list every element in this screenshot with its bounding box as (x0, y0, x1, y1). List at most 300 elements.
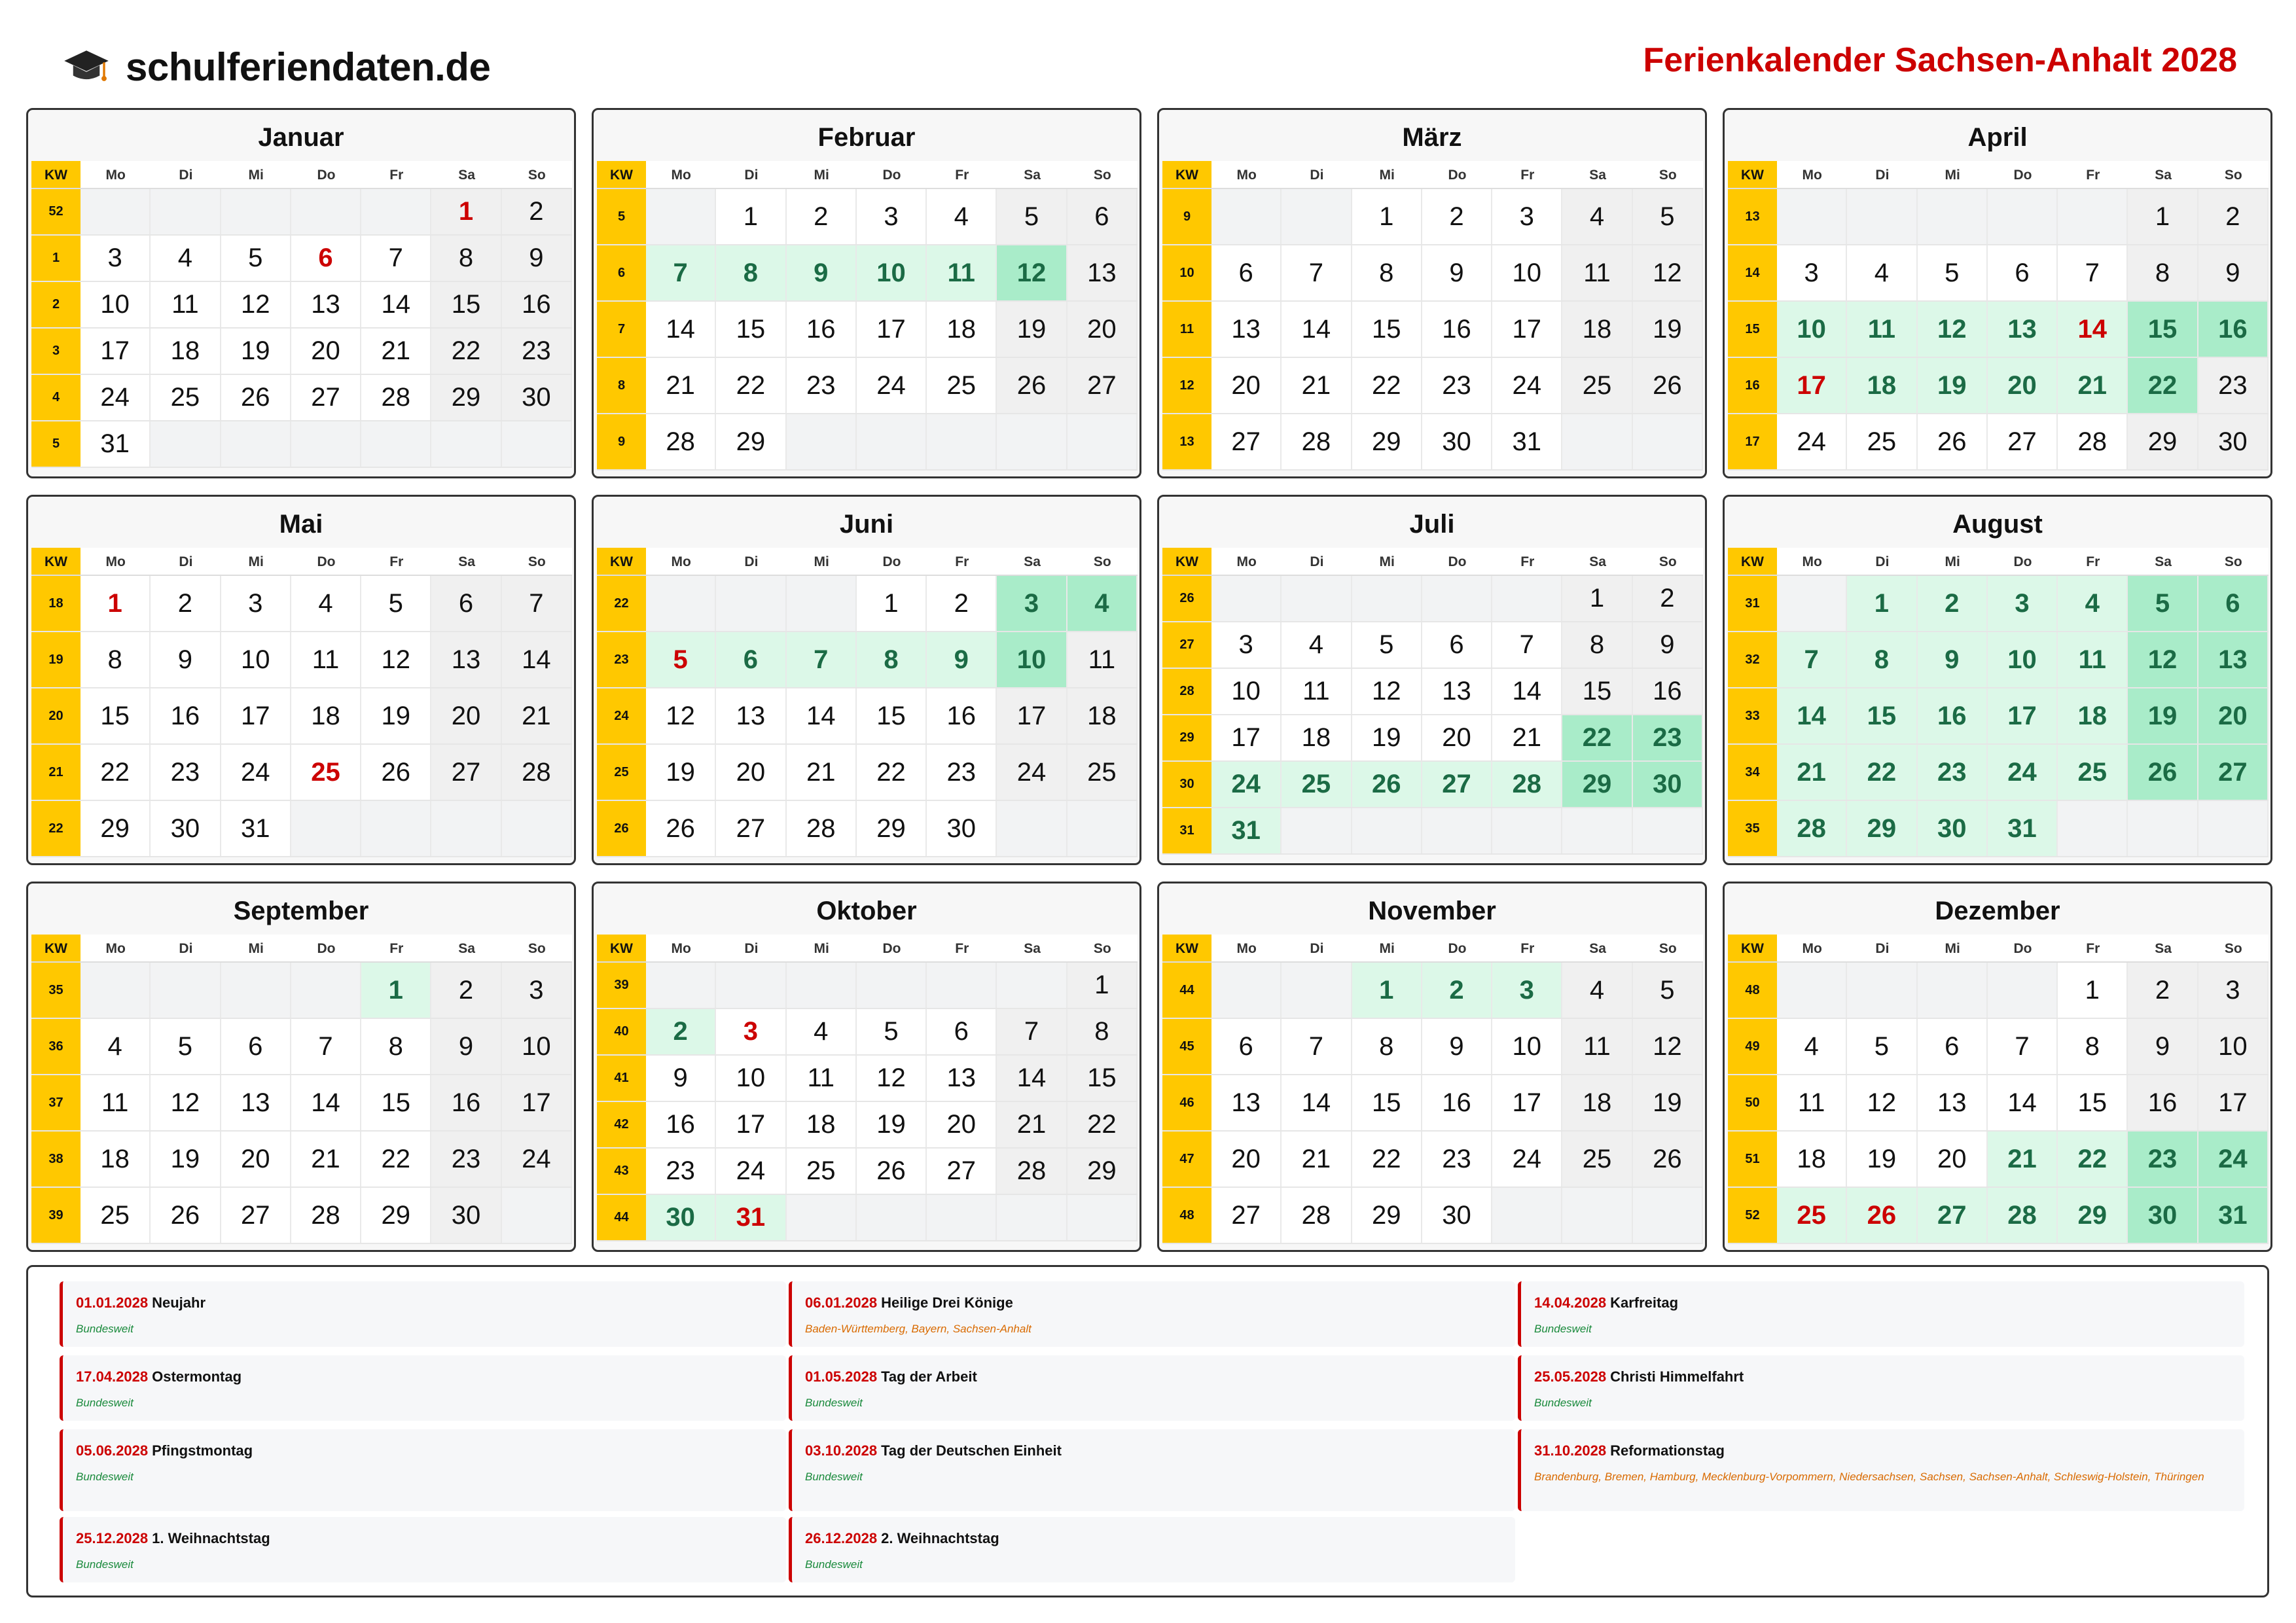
day-cell[interactable]: 14 (1282, 302, 1352, 357)
day-cell[interactable]: 8 (1067, 1009, 1138, 1054)
vacation-day-cell[interactable]: 22 (1847, 745, 1917, 800)
day-cell[interactable]: 14 (1492, 669, 1562, 714)
day-cell[interactable]: 15 (361, 1075, 431, 1130)
day-cell[interactable]: 17 (857, 302, 927, 357)
day-cell[interactable]: 26 (151, 1188, 221, 1243)
day-cell[interactable]: 26 (1633, 1132, 1703, 1186)
vacation-day-cell[interactable]: 23 (1633, 715, 1703, 760)
day-cell[interactable]: 24 (221, 745, 291, 800)
day-cell[interactable]: 26 (1918, 414, 1988, 469)
day-cell[interactable]: 13 (1067, 245, 1138, 300)
day-cell[interactable]: 19 (151, 1132, 221, 1186)
day-cell[interactable]: 12 (646, 688, 716, 743)
vacation-day-cell[interactable]: 9 (927, 632, 997, 687)
day-cell[interactable]: 5 (857, 1009, 927, 1054)
vacation-day-cell[interactable]: 26 (2128, 745, 2198, 800)
vacation-day-cell[interactable]: 29 (1562, 762, 1632, 807)
site-name[interactable]: schulferiendaten.de (126, 45, 491, 89)
day-cell[interactable]: 18 (81, 1132, 151, 1186)
day-cell[interactable]: 28 (1282, 414, 1352, 469)
day-cell[interactable]: 15 (1562, 669, 1632, 714)
day-cell[interactable]: 19 (361, 688, 431, 743)
day-cell[interactable]: 16 (927, 688, 997, 743)
day-cell[interactable]: 13 (927, 1056, 997, 1101)
day-cell[interactable]: 17 (997, 688, 1067, 743)
day-cell[interactable]: 20 (1211, 358, 1282, 413)
day-cell[interactable]: 10 (81, 282, 151, 327)
day-cell[interactable]: 29 (431, 375, 501, 420)
day-cell[interactable]: 15 (857, 688, 927, 743)
day-cell[interactable]: 18 (927, 302, 997, 357)
day-cell[interactable]: 2 (927, 576, 997, 631)
vacation-day-cell[interactable]: 3 (997, 576, 1067, 631)
day-cell[interactable]: 14 (361, 282, 431, 327)
vacation-day-cell[interactable]: 21 (1988, 1132, 2058, 1186)
day-cell[interactable]: 26 (857, 1149, 927, 1194)
day-cell[interactable]: 7 (1492, 622, 1562, 668)
vacation-day-cell[interactable]: 31 (2198, 1188, 2269, 1243)
day-cell[interactable]: 4 (151, 236, 221, 281)
vacation-day-cell[interactable]: 20 (2198, 688, 2269, 743)
vacation-day-cell[interactable]: 4 (2058, 576, 2128, 631)
day-cell[interactable]: 20 (1211, 1132, 1282, 1186)
day-cell[interactable]: 3 (1777, 245, 1847, 300)
vacation-day-cell[interactable]: 10 (1988, 632, 2058, 687)
day-cell[interactable]: 5 (1352, 622, 1422, 668)
day-cell[interactable]: 12 (151, 1075, 221, 1130)
day-cell[interactable]: 15 (716, 302, 786, 357)
day-cell[interactable]: 9 (2128, 1019, 2198, 1074)
day-cell[interactable]: 5 (151, 1019, 221, 1074)
day-cell[interactable]: 27 (1988, 414, 2058, 469)
day-cell[interactable]: 5 (1918, 245, 1988, 300)
day-cell[interactable]: 24 (1492, 1132, 1562, 1186)
day-cell[interactable]: 13 (1422, 669, 1492, 714)
vacation-day-cell[interactable]: 14 (1777, 688, 1847, 743)
day-cell[interactable]: 28 (1282, 1188, 1352, 1243)
vacation-day-cell[interactable]: 31 (1988, 801, 2058, 856)
day-cell[interactable]: 13 (1211, 1075, 1282, 1130)
vacation-day-cell[interactable]: 28 (1777, 801, 1847, 856)
day-cell[interactable]: 23 (1422, 1132, 1492, 1186)
day-cell[interactable]: 28 (997, 1149, 1067, 1194)
day-cell[interactable]: 10 (1492, 245, 1562, 300)
vacation-day-cell[interactable]: 11 (2058, 632, 2128, 687)
vacation-day-cell[interactable]: 24 (2198, 1132, 2269, 1186)
day-cell[interactable]: 8 (431, 236, 501, 281)
day-cell[interactable]: 23 (431, 1132, 501, 1186)
day-cell[interactable]: 22 (1067, 1102, 1138, 1147)
vacation-day-cell[interactable]: 22 (1562, 715, 1632, 760)
vacation-day-cell[interactable]: 17 (1988, 688, 2058, 743)
day-cell[interactable]: 17 (1492, 302, 1562, 357)
day-cell[interactable]: 29 (1067, 1149, 1138, 1194)
day-cell[interactable]: 21 (291, 1132, 361, 1186)
vacation-day-cell[interactable]: 21 (2058, 358, 2128, 413)
day-cell[interactable]: 8 (1352, 1019, 1422, 1074)
day-cell[interactable]: 23 (787, 358, 857, 413)
vacation-day-cell[interactable]: 3 (1988, 576, 2058, 631)
day-cell[interactable]: 7 (1988, 1019, 2058, 1074)
day-cell[interactable]: 8 (2128, 245, 2198, 300)
vacation-day-cell[interactable]: 30 (2128, 1188, 2198, 1243)
day-cell[interactable]: 12 (221, 282, 291, 327)
vacation-day-cell[interactable]: 6 (2198, 576, 2269, 631)
day-cell[interactable]: 22 (431, 329, 501, 374)
day-cell[interactable]: 27 (1211, 1188, 1282, 1243)
day-cell[interactable]: 5 (1633, 963, 1703, 1018)
day-cell[interactable]: 9 (431, 1019, 501, 1074)
day-cell[interactable]: 4 (1777, 1019, 1847, 1074)
vacation-day-cell[interactable]: 24 (1988, 745, 2058, 800)
day-cell[interactable]: 13 (291, 282, 361, 327)
vacation-day-cell[interactable]: 16 (2198, 302, 2269, 357)
day-cell[interactable]: 4 (1282, 622, 1352, 668)
day-cell[interactable]: 7 (361, 236, 431, 281)
day-cell[interactable]: 28 (787, 801, 857, 856)
day-cell[interactable]: 23 (151, 745, 221, 800)
day-cell[interactable]: 16 (502, 282, 572, 327)
day-cell[interactable]: 13 (431, 632, 501, 687)
day-cell[interactable]: 16 (646, 1102, 716, 1147)
day-cell[interactable]: 16 (787, 302, 857, 357)
vacation-day-cell[interactable]: 21 (1777, 745, 1847, 800)
day-cell[interactable]: 6 (1211, 245, 1282, 300)
day-cell[interactable]: 2 (431, 963, 501, 1018)
day-cell[interactable]: 11 (1067, 632, 1138, 687)
day-cell[interactable]: 11 (787, 1056, 857, 1101)
day-cell[interactable]: 18 (1777, 1132, 1847, 1186)
day-cell[interactable]: 19 (857, 1102, 927, 1147)
vacation-day-cell[interactable]: 19 (1918, 358, 1988, 413)
vacation-day-cell[interactable]: 6 (716, 632, 786, 687)
vacation-day-cell[interactable]: 4 (1067, 576, 1138, 631)
vacation-day-cell[interactable]: 18 (2058, 688, 2128, 743)
day-cell[interactable]: 14 (787, 688, 857, 743)
day-cell[interactable]: 20 (1422, 715, 1492, 760)
day-cell[interactable]: 22 (81, 745, 151, 800)
day-cell[interactable]: 27 (431, 745, 501, 800)
vacation-day-cell[interactable]: 2 (646, 1009, 716, 1054)
day-cell[interactable]: 19 (1633, 302, 1703, 357)
day-cell[interactable]: 24 (1492, 358, 1562, 413)
day-cell[interactable]: 16 (151, 688, 221, 743)
day-cell[interactable]: 4 (1847, 245, 1917, 300)
vacation-day-cell[interactable]: 12 (1918, 302, 1988, 357)
day-cell[interactable]: 14 (291, 1075, 361, 1130)
day-cell[interactable]: 10 (1211, 669, 1282, 714)
vacation-day-cell[interactable]: 7 (646, 245, 716, 300)
day-cell[interactable]: 12 (1847, 1075, 1917, 1130)
day-cell[interactable]: 3 (1211, 622, 1282, 668)
day-cell[interactable]: 17 (1211, 715, 1282, 760)
day-cell[interactable]: 7 (502, 576, 572, 631)
vacation-day-cell[interactable]: 26 (1847, 1188, 1917, 1243)
day-cell[interactable]: 7 (2058, 245, 2128, 300)
day-cell[interactable]: 28 (2058, 414, 2128, 469)
day-cell[interactable]: 16 (1422, 1075, 1492, 1130)
day-cell[interactable]: 3 (81, 236, 151, 281)
vacation-day-cell[interactable]: 29 (2058, 1188, 2128, 1243)
day-cell[interactable]: 13 (1211, 302, 1282, 357)
day-cell[interactable]: 24 (502, 1132, 572, 1186)
day-cell[interactable]: 10 (1492, 1019, 1562, 1074)
day-cell[interactable]: 24 (81, 375, 151, 420)
day-cell[interactable]: 17 (502, 1075, 572, 1130)
vacation-day-cell[interactable]: 7 (1777, 632, 1847, 687)
day-cell[interactable]: 15 (431, 282, 501, 327)
day-cell[interactable]: 14 (646, 302, 716, 357)
day-cell[interactable]: 25 (787, 1149, 857, 1194)
day-cell[interactable]: 29 (1352, 414, 1422, 469)
vacation-day-cell[interactable]: 31 (716, 1195, 786, 1240)
day-cell[interactable]: 23 (502, 329, 572, 374)
day-cell[interactable]: 6 (1918, 1019, 1988, 1074)
day-cell[interactable]: 20 (431, 688, 501, 743)
day-cell[interactable]: 5 (1633, 189, 1703, 244)
vacation-day-cell[interactable]: 16 (1918, 688, 1988, 743)
day-cell[interactable]: 3 (502, 963, 572, 1018)
day-cell[interactable]: 16 (1422, 302, 1492, 357)
vacation-day-cell[interactable]: 30 (646, 1195, 716, 1240)
day-cell[interactable]: 28 (291, 1188, 361, 1243)
day-cell[interactable]: 6 (431, 576, 501, 631)
vacation-day-cell[interactable]: 27 (2198, 745, 2269, 800)
day-cell[interactable]: 25 (1847, 414, 1917, 469)
vacation-day-cell[interactable]: 25 (1777, 1188, 1847, 1243)
vacation-day-cell[interactable]: 25 (1282, 762, 1352, 807)
day-cell[interactable]: 9 (151, 632, 221, 687)
day-cell[interactable]: 12 (1633, 245, 1703, 300)
day-cell[interactable]: 21 (997, 1102, 1067, 1147)
vacation-day-cell[interactable]: 30 (1633, 762, 1703, 807)
day-cell[interactable]: 4 (787, 1009, 857, 1054)
day-cell[interactable]: 3 (221, 576, 291, 631)
day-cell[interactable]: 29 (857, 801, 927, 856)
day-cell[interactable]: 21 (1282, 358, 1352, 413)
vacation-day-cell[interactable]: 1 (361, 963, 431, 1018)
vacation-day-cell[interactable]: 28 (1492, 762, 1562, 807)
day-cell[interactable]: 23 (2198, 358, 2269, 413)
vacation-day-cell[interactable]: 15 (1847, 688, 1917, 743)
day-cell[interactable]: 20 (291, 329, 361, 374)
day-cell[interactable]: 24 (1777, 414, 1847, 469)
day-cell[interactable]: 9 (502, 236, 572, 281)
day-cell[interactable]: 1 (716, 189, 786, 244)
day-cell[interactable]: 30 (502, 375, 572, 420)
day-cell[interactable]: 25 (1067, 745, 1138, 800)
day-cell[interactable]: 13 (1918, 1075, 1988, 1130)
day-cell[interactable]: 22 (361, 1132, 431, 1186)
day-cell[interactable]: 12 (361, 632, 431, 687)
day-cell[interactable]: 5 (1847, 1019, 1917, 1074)
day-cell[interactable]: 8 (2058, 1019, 2128, 1074)
day-cell[interactable]: 17 (716, 1102, 786, 1147)
day-cell[interactable]: 19 (997, 302, 1067, 357)
day-cell[interactable]: 11 (1562, 245, 1632, 300)
day-cell[interactable]: 5 (221, 236, 291, 281)
vacation-day-cell[interactable]: 13 (2198, 632, 2269, 687)
day-cell[interactable]: 10 (2198, 1019, 2269, 1074)
day-cell[interactable]: 2 (1422, 189, 1492, 244)
day-cell[interactable]: 25 (1562, 358, 1632, 413)
vacation-day-cell[interactable]: 10 (857, 245, 927, 300)
day-cell[interactable]: 4 (81, 1019, 151, 1074)
day-cell[interactable]: 19 (646, 745, 716, 800)
day-cell[interactable]: 27 (1067, 358, 1138, 413)
vacation-day-cell[interactable]: 15 (2128, 302, 2198, 357)
vacation-day-cell[interactable]: 8 (857, 632, 927, 687)
day-cell[interactable]: 19 (1633, 1075, 1703, 1130)
day-cell[interactable]: 24 (857, 358, 927, 413)
day-cell[interactable]: 15 (2058, 1075, 2128, 1130)
day-cell[interactable]: 20 (1067, 302, 1138, 357)
vacation-day-cell[interactable]: 2 (1918, 576, 1988, 631)
day-cell[interactable]: 24 (716, 1149, 786, 1194)
day-cell[interactable]: 26 (997, 358, 1067, 413)
day-cell[interactable]: 26 (361, 745, 431, 800)
day-cell[interactable]: 4 (291, 576, 361, 631)
day-cell[interactable]: 1 (857, 576, 927, 631)
day-cell[interactable]: 6 (1211, 1019, 1282, 1074)
day-cell[interactable]: 25 (81, 1188, 151, 1243)
day-cell[interactable]: 14 (502, 632, 572, 687)
day-cell[interactable]: 21 (502, 688, 572, 743)
day-cell[interactable]: 10 (502, 1019, 572, 1074)
day-cell[interactable]: 21 (361, 329, 431, 374)
vacation-day-cell[interactable]: 29 (1847, 801, 1917, 856)
day-cell[interactable]: 28 (502, 745, 572, 800)
day-cell[interactable]: 11 (81, 1075, 151, 1130)
vacation-day-cell[interactable]: 2 (1422, 963, 1492, 1018)
day-cell[interactable]: 3 (857, 189, 927, 244)
holiday-day-cell[interactable]: 25 (291, 745, 361, 800)
day-cell[interactable]: 30 (927, 801, 997, 856)
day-cell[interactable]: 11 (1562, 1019, 1632, 1074)
vacation-day-cell[interactable]: 30 (1918, 801, 1988, 856)
day-cell[interactable]: 11 (151, 282, 221, 327)
day-cell[interactable]: 31 (221, 801, 291, 856)
vacation-day-cell[interactable]: 27 (1422, 762, 1492, 807)
day-cell[interactable]: 17 (2198, 1075, 2269, 1130)
day-cell[interactable]: 31 (1492, 414, 1562, 469)
day-cell[interactable]: 3 (2198, 963, 2269, 1018)
day-cell[interactable]: 22 (1352, 1132, 1422, 1186)
day-cell[interactable]: 15 (81, 688, 151, 743)
day-cell[interactable]: 12 (857, 1056, 927, 1101)
day-cell[interactable]: 12 (1352, 669, 1422, 714)
day-cell[interactable]: 18 (151, 329, 221, 374)
vacation-day-cell[interactable]: 3 (1492, 963, 1562, 1018)
day-cell[interactable]: 30 (2198, 414, 2269, 469)
day-cell[interactable]: 28 (361, 375, 431, 420)
vacation-day-cell[interactable]: 10 (1777, 302, 1847, 357)
day-cell[interactable]: 6 (1988, 245, 2058, 300)
day-cell[interactable]: 4 (927, 189, 997, 244)
day-cell[interactable]: 30 (431, 1188, 501, 1243)
day-cell[interactable]: 2 (787, 189, 857, 244)
day-cell[interactable]: 11 (291, 632, 361, 687)
vacation-day-cell[interactable]: 18 (1847, 358, 1917, 413)
day-cell[interactable]: 21 (646, 358, 716, 413)
day-cell[interactable]: 25 (1562, 1132, 1632, 1186)
day-cell[interactable]: 2 (1633, 576, 1703, 621)
day-cell[interactable]: 23 (646, 1149, 716, 1194)
day-cell[interactable]: 28 (646, 414, 716, 469)
day-cell[interactable]: 18 (291, 688, 361, 743)
day-cell[interactable]: 11 (1777, 1075, 1847, 1130)
day-cell[interactable]: 30 (1422, 1188, 1492, 1243)
day-cell[interactable]: 2 (2128, 963, 2198, 1018)
day-cell[interactable]: 8 (1562, 622, 1632, 668)
vacation-day-cell[interactable]: 26 (1352, 762, 1422, 807)
day-cell[interactable]: 16 (431, 1075, 501, 1130)
vacation-day-cell[interactable]: 23 (2128, 1132, 2198, 1186)
day-cell[interactable]: 30 (1422, 414, 1492, 469)
day-cell[interactable]: 9 (1422, 245, 1492, 300)
day-cell[interactable]: 14 (1282, 1075, 1352, 1130)
day-cell[interactable]: 25 (927, 358, 997, 413)
day-cell[interactable]: 29 (2128, 414, 2198, 469)
day-cell[interactable]: 22 (857, 745, 927, 800)
day-cell[interactable]: 4 (1562, 963, 1632, 1018)
vacation-day-cell[interactable]: 17 (1777, 358, 1847, 413)
day-cell[interactable]: 18 (787, 1102, 857, 1147)
day-cell[interactable]: 11 (1282, 669, 1352, 714)
day-cell[interactable]: 30 (151, 801, 221, 856)
day-cell[interactable]: 14 (1988, 1075, 2058, 1130)
day-cell[interactable]: 26 (1633, 358, 1703, 413)
day-cell[interactable]: 25 (151, 375, 221, 420)
day-cell[interactable]: 9 (646, 1056, 716, 1101)
vacation-day-cell[interactable]: 12 (997, 245, 1067, 300)
day-cell[interactable]: 17 (221, 688, 291, 743)
vacation-day-cell[interactable]: 9 (787, 245, 857, 300)
day-cell[interactable]: 27 (927, 1149, 997, 1194)
day-cell[interactable]: 16 (1633, 669, 1703, 714)
day-cell[interactable]: 1 (1352, 189, 1422, 244)
day-cell[interactable]: 22 (1352, 358, 1422, 413)
holiday-day-cell[interactable]: 6 (291, 236, 361, 281)
day-cell[interactable]: 9 (1422, 1019, 1492, 1074)
vacation-day-cell[interactable]: 14 (2058, 302, 2128, 357)
day-cell[interactable]: 1 (1067, 963, 1138, 1008)
day-cell[interactable]: 15 (1067, 1056, 1138, 1101)
day-cell[interactable]: 29 (361, 1188, 431, 1243)
vacation-day-cell[interactable]: 23 (1918, 745, 1988, 800)
day-cell[interactable]: 10 (221, 632, 291, 687)
day-cell[interactable]: 18 (1562, 1075, 1632, 1130)
day-cell[interactable]: 12 (1633, 1019, 1703, 1074)
day-cell[interactable]: 19 (1847, 1132, 1917, 1186)
day-cell[interactable]: 6 (1067, 189, 1138, 244)
holiday-day-cell[interactable]: 1 (81, 576, 151, 631)
vacation-day-cell[interactable]: 13 (1988, 302, 2058, 357)
day-cell[interactable]: 3 (1492, 189, 1562, 244)
day-cell[interactable]: 23 (927, 745, 997, 800)
day-cell[interactable]: 18 (1562, 302, 1632, 357)
vacation-day-cell[interactable]: 19 (2128, 688, 2198, 743)
day-cell[interactable]: 2 (2198, 189, 2269, 244)
day-cell[interactable]: 18 (1282, 715, 1352, 760)
day-cell[interactable]: 5 (997, 189, 1067, 244)
day-cell[interactable]: 13 (716, 688, 786, 743)
vacation-day-cell[interactable]: 9 (1918, 632, 1988, 687)
vacation-day-cell[interactable]: 10 (997, 632, 1067, 687)
day-cell[interactable]: 21 (1282, 1132, 1352, 1186)
vacation-day-cell[interactable]: 31 (1211, 808, 1282, 853)
vacation-day-cell[interactable]: 8 (716, 245, 786, 300)
